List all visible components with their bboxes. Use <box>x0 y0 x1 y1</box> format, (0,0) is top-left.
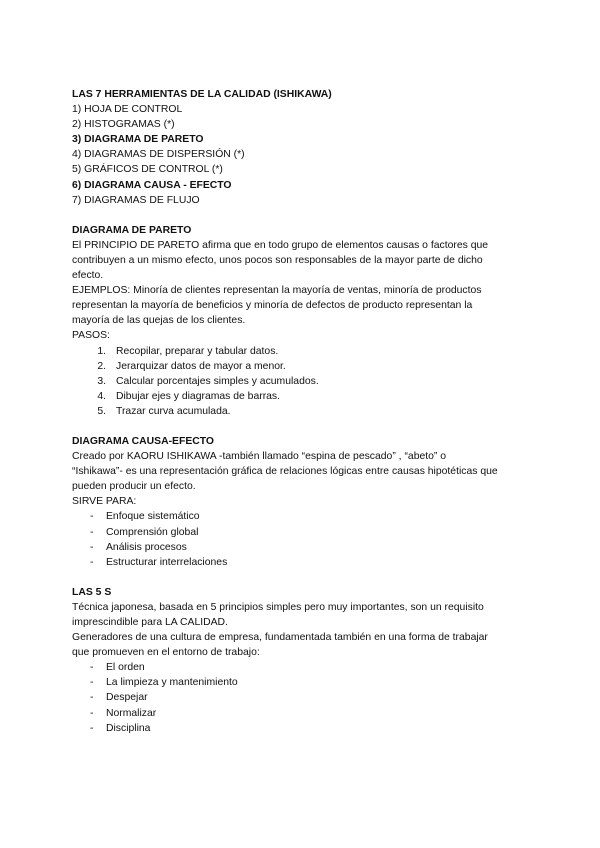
list-item: - Despejar <box>90 692 148 704</box>
paragraph-line: Técnica japonesa, basada en 5 principios simples pero muy importantes, son un requisito <box>72 601 484 613</box>
section-title-5s: LAS 5 S <box>72 586 112 598</box>
list-item: 5) GRÁFICOS DE CONTROL (*) <box>72 164 223 176</box>
paragraph-line: pueden producir un efecto. <box>72 481 196 493</box>
list-item: 2) HISTOGRAMAS (*) <box>72 119 175 131</box>
list-item: 4) DIAGRAMAS DE DISPERSIÓN (*) <box>72 149 245 161</box>
list-item: 6) DIAGRAMA CAUSA - EFECTO <box>72 179 232 191</box>
list-item: 1. Recopilar, preparar y tabular datos. <box>97 345 279 357</box>
paragraph-line: contribuyen a un mismo efecto, unos pocos son responsables de la mayor parte de dicho <box>72 254 483 266</box>
list-item: - Análisis procesos <box>90 541 187 553</box>
list-item: 5. Trazar curva acumulada. <box>97 405 231 417</box>
list-item: 3. Calcular porcentajes simples y acumulados. <box>97 375 319 387</box>
list-item: - Enfoque sistemático <box>90 511 200 523</box>
list-item: - Disciplina <box>90 722 151 734</box>
document-body <box>72 87 532 736</box>
paragraph-line: EJEMPLOS: Minoría de clientes representan la mayoría de ventas, minoría de productos <box>72 285 482 297</box>
paragraph-line: representan la mayoría de beneficios y minoría de defectos de producto representan la <box>72 300 473 312</box>
paragraph-line: El PRINCIPIO DE PARETO afirma que en todo grupo de elementos causas o factores que <box>72 239 489 251</box>
list-item: 2. Jerarquizar datos de mayor a menor. <box>97 360 286 372</box>
paragraph-line: que promueven en el entorno de trabajo: <box>72 647 260 659</box>
list-item: 7) DIAGRAMAS DE FLUJO <box>72 194 200 206</box>
list-item: 4. Dibujar ejes y diagramas de barras. <box>97 390 281 402</box>
list-item: 3) DIAGRAMA DE PARETO <box>72 134 204 146</box>
list-item: - El orden <box>90 662 145 674</box>
section-title-herramientas: LAS 7 HERRAMIENTAS DE LA CALIDAD (ISHIKAWA) <box>72 89 332 100</box>
list-item: - Estructurar interrelaciones <box>90 556 228 568</box>
paragraph-line: Creado por KAORU ISHIKAWA -también llamado “espina de pescado” , “abeto” o <box>72 451 447 463</box>
paragraph-line: mayoría de las quejas de los clientes. <box>72 315 246 327</box>
paragraph-line: imprescindible para LA CALIDAD. <box>72 617 228 628</box>
paragraph-line: efecto. <box>72 270 104 282</box>
list-item: - La limpieza y mantenimiento <box>90 677 238 689</box>
list-item: - Comprensión global <box>90 526 199 538</box>
section-title-causa-efecto: DIAGRAMA CAUSA-EFECTO <box>72 435 215 447</box>
section-title-pareto: DIAGRAMA DE PARETO <box>72 224 192 236</box>
list-item: 1) HOJA DE CONTROL <box>72 104 183 116</box>
list-item: - Normalizar <box>90 707 157 719</box>
sirve-label: SIRVE PARA: <box>72 496 137 508</box>
paragraph-line: Generadores de una cultura de empresa, fundamentada también en una forma de trabajar <box>72 632 488 644</box>
paragraph-line: “Ishikawa”- es una representación gráfica de relaciones lógicas entre causas hipotéticas que <box>72 466 498 478</box>
pasos-label: PASOS: <box>72 330 110 342</box>
